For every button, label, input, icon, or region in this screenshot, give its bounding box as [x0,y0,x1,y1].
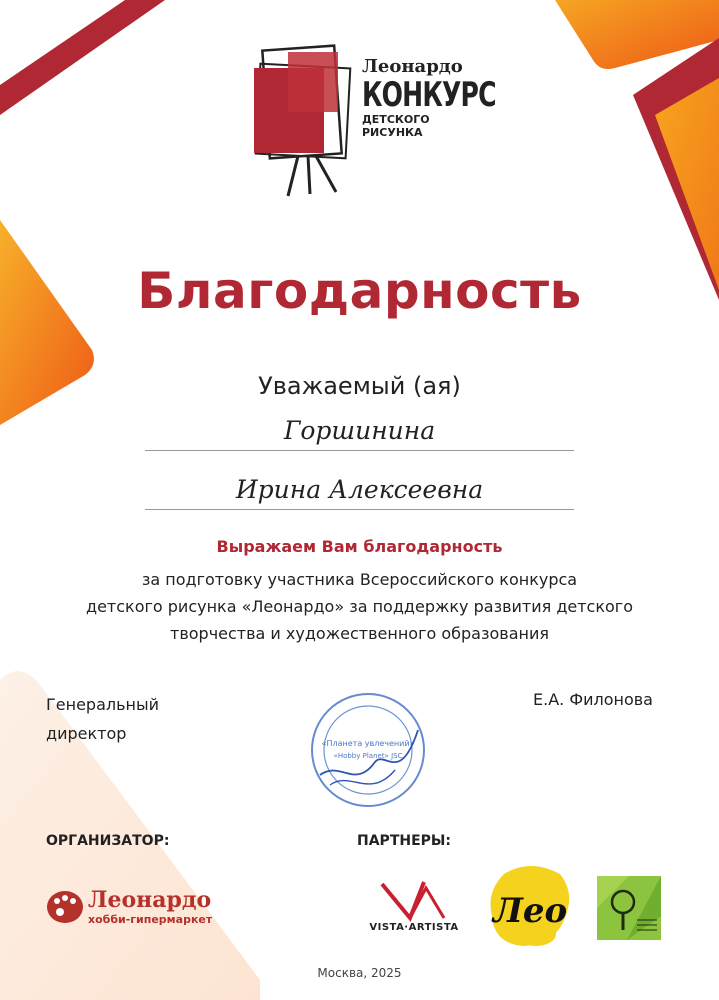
greeting: Уважаемый (ая) [258,372,461,400]
recipient-given-names: Ирина Алексеевна [145,471,574,510]
certificate-title: Благодарность [137,262,582,320]
partner-vista-artista-name: VISTA·ARTISTA [369,922,459,933]
partner-vista-artista-logo [356,878,472,940]
palette-hand-icon [46,889,84,925]
organizer-logo [46,887,226,929]
recipient-surname: Горшинина [145,412,574,451]
thanks-body [80,566,639,647]
logo-subtitle-2: РИСУНКА [362,126,423,139]
city-year: Москва, 2025 [317,966,402,980]
organizer-logo-name: Леонардо [88,887,212,913]
partner-leo-mascot-logo [484,864,576,952]
logo-subtitle-1: ДЕТСКОГО [362,113,430,126]
director-position-line-1: Генеральный [46,695,160,714]
signer-name: Е.А. Филонова [533,690,653,709]
partner-tree-logo [597,876,661,940]
vista-artista-mark-icon [380,878,448,922]
partners-label: ПАРТНЕРЫ: [357,833,452,849]
contest-easel-logo-icon [248,38,363,198]
director-position-line-2: директор [46,724,127,743]
corner-decoration-top-left [0,0,170,130]
thanks-line-2: детского рисунка «Леонардо» за поддержку развития детского [86,597,633,616]
logo-title: КОНКУРС [362,75,496,115]
thanks-heading: Выражаем Вам благодарность [216,537,503,556]
partner-leo-name: Лео [492,891,568,931]
director-position [46,690,206,748]
organizer-logo-sub: хобби-гипермаркет [88,913,213,926]
contest-logo-text [362,56,525,139]
organizer-label: ОРГАНИЗАТОР: [46,833,170,849]
thanks-line-3: творчества и художественного образования [170,624,549,643]
thanks-line-1: за подготовку участника Всероссийского конкурса [141,570,578,589]
stamp-center-line-2: «Hobby Planet» JSC [333,752,403,760]
company-stamp-icon [300,690,435,810]
logo-brand: Леонардо [362,56,463,77]
stamp-center-line-1: «Планета увлечений» [321,739,415,748]
corner-decoration-top-right [555,0,719,300]
